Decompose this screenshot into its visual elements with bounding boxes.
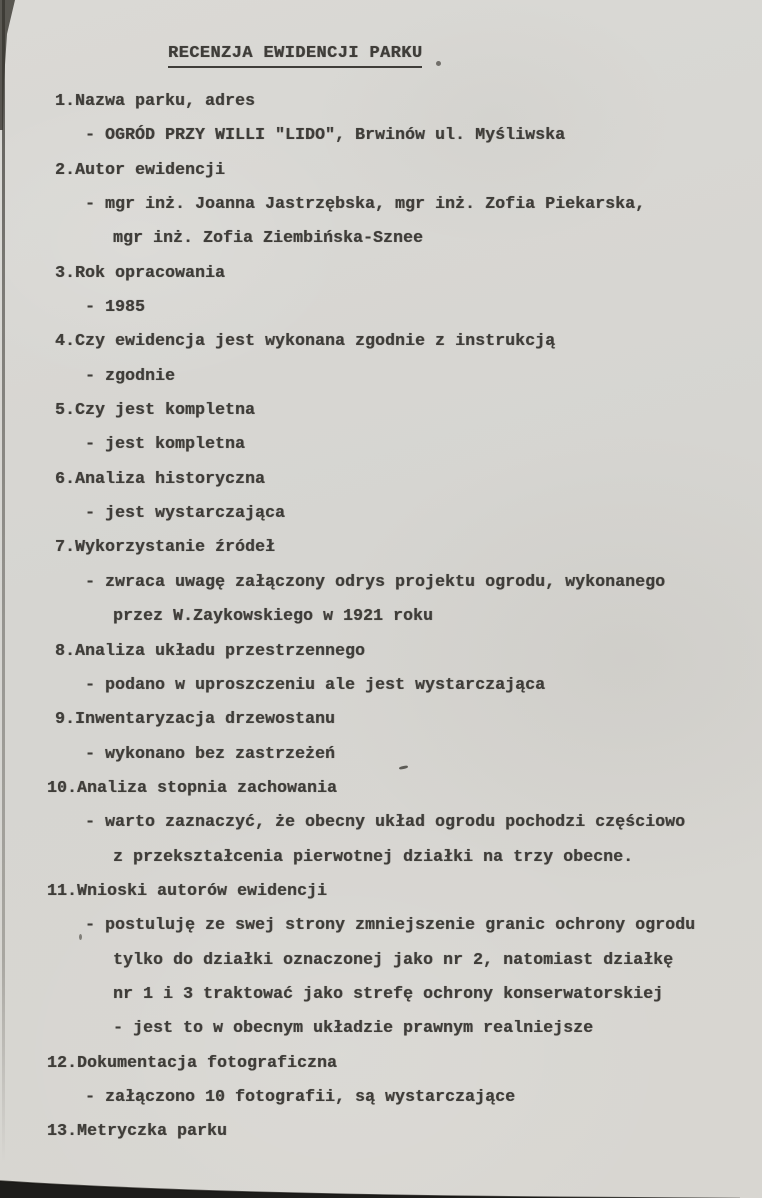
scan-speck [436,61,441,66]
document-line: - zwraca uwagę załączony odrys projektu ogrodu, wykonanego [85,571,666,591]
document-line: nr 1 i 3 traktować jako strefę ochrony konserwatorskiej [113,983,664,1003]
document-line: tylko do działki oznaczonej jako nr 2, natomiast działkę [113,949,674,969]
document-line: - warto zaznaczyć, że obecny układ ogrodu pochodzi częściowo [85,812,686,832]
document-line: 8.Analiza układu przestrzennego [55,640,366,660]
document-line: - wykonano bez zastrzeżeń [85,743,336,763]
document-line: z przekształcenia pierwotnej działki na trzy obecne. [113,846,634,866]
document-line: 7.Wykorzystanie źródeł [55,537,276,557]
document-line: - 1985 [85,297,146,317]
document-line: 2.Autor ewidencji [55,159,226,179]
document-line: - mgr inż. Joanna Jastrzębska, mgr inż. Zofia Piekarska, [85,194,646,214]
document-line: 6.Analiza historyczna [55,468,266,488]
document-body [0,84,762,1149]
scan-corner-mark [0,0,30,130]
document-line: - podano w uproszczeniu ale jest wystarczająca [85,674,546,694]
document-line: przez W.Zaykowskiego w 1921 roku [113,606,434,626]
document-line: mgr inż. Zofia Ziembińska-Sznee [113,228,424,248]
document-line: - załączono 10 fotografii, są wystarczające [85,1086,516,1106]
document-line: - postuluję ze swej strony zmniejszenie granic ochrony ogrodu [85,915,696,935]
title-row [168,0,762,84]
scan-speck [79,934,82,940]
document-line: - zgodnie [85,365,176,385]
document-line: 1.Nazwa parku, adres [55,91,256,110]
scan-edge-left-shadow [2,0,5,1198]
document-line: 13.Metryczka parku [47,1121,228,1141]
document-line: 9.Inwentaryzacja drzewostanu [55,709,336,729]
document-line: 12.Dokumentacja fotograficzna [47,1052,338,1072]
document-line: - jest wystarczająca [85,503,286,523]
document-line: - OGRÓD PRZY WILLI "LIDO", Brwinów ul. Myśliwska [85,125,566,145]
document-title: RECENZJA EWIDENCJI PARKU [168,44,422,68]
document-line: 10.Analiza stopnia zachowania [47,777,338,797]
document-line: - jest kompletna [85,434,246,454]
document-line: 4.Czy ewidencja jest wykonana zgodnie z instrukcją [55,331,556,351]
document-line: 11.Wnioski autorów ewidencji [47,880,328,900]
scan-edge-bottom-curve [0,1176,762,1198]
document-line: 5.Czy jest kompletna [55,400,256,420]
document-line: 3.Rok opracowania [55,262,226,282]
document-line: - jest to w obecnym układzie prawnym realniejsze [113,1018,594,1038]
